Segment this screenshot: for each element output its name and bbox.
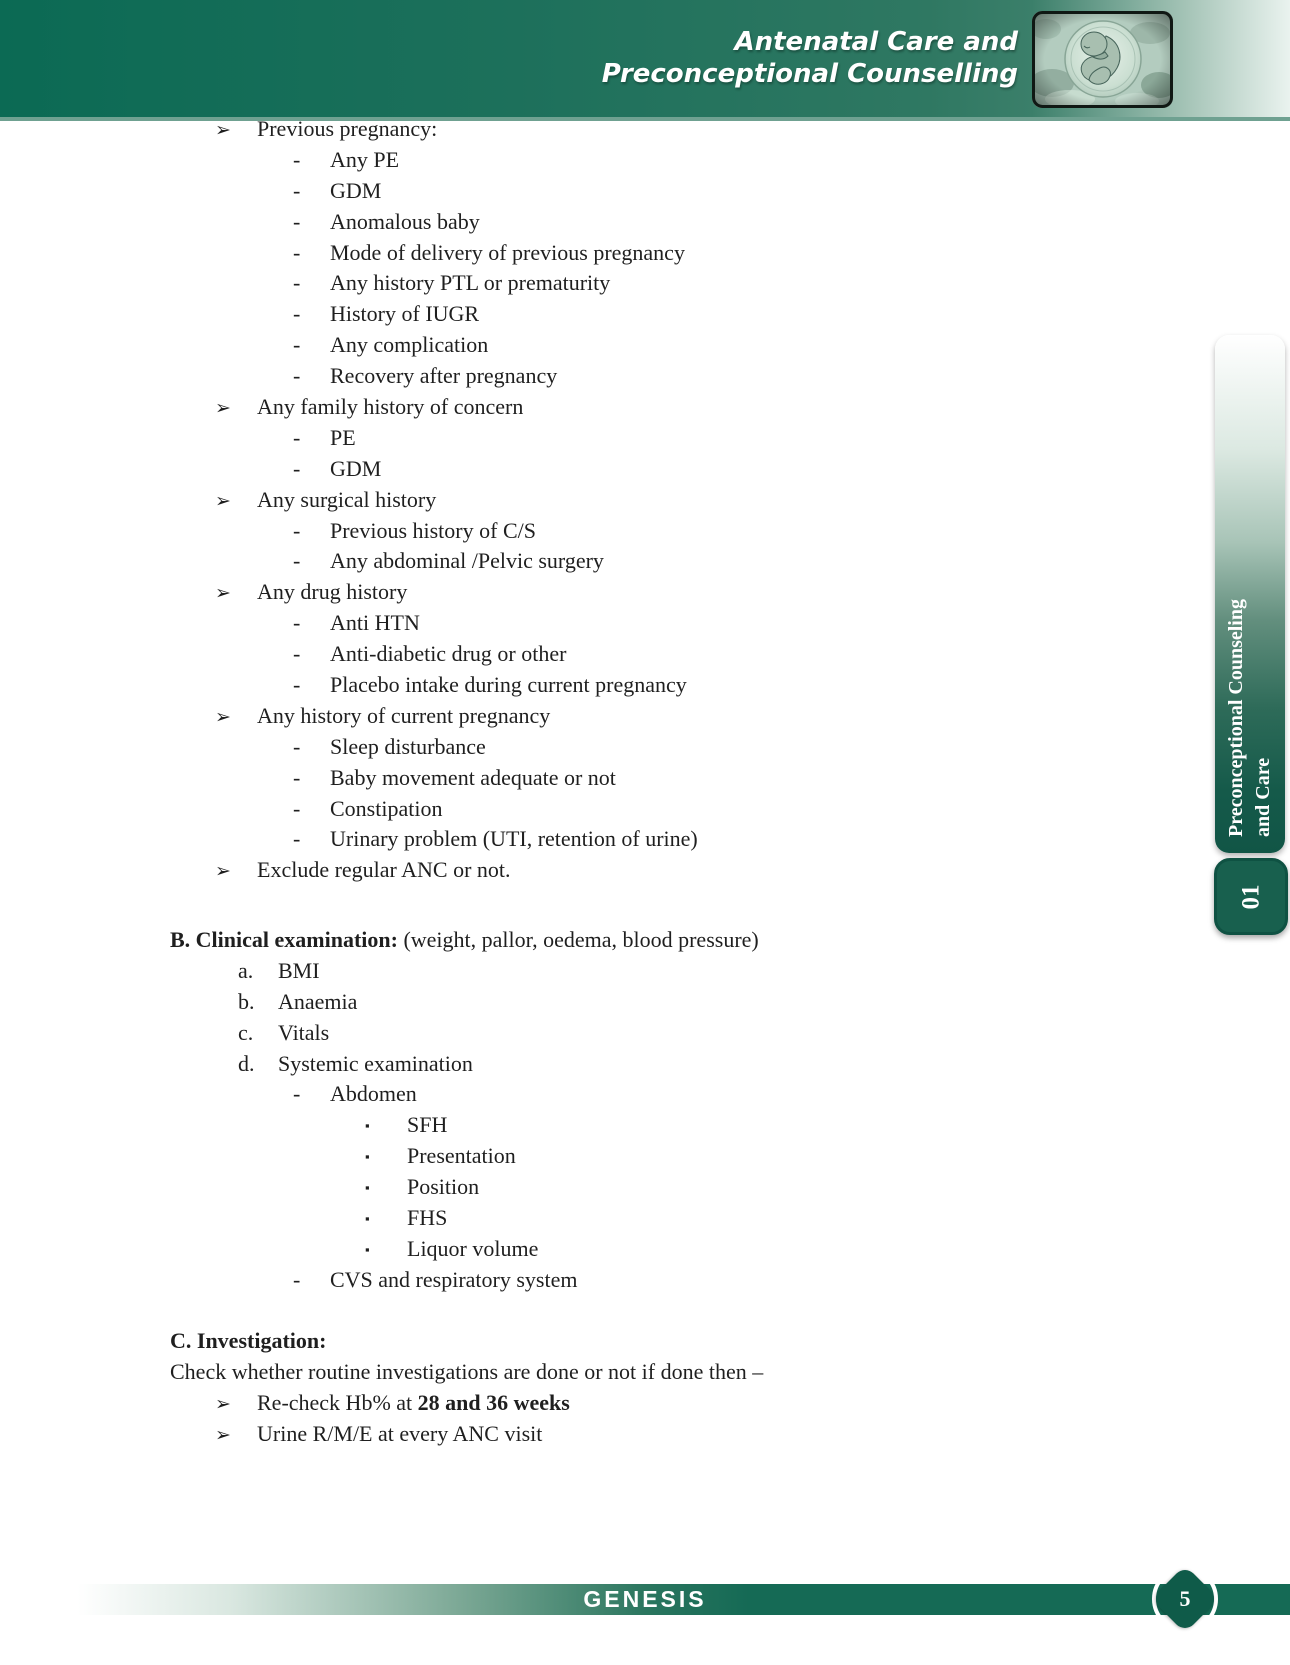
arrow-bullet-icon: ➢ [215,583,231,605]
list-item [0,114,1200,145]
list-item [0,330,1200,361]
list-item-text: Position [407,1174,480,1200]
dash-bullet: - [293,672,301,698]
dash-bullet: - [293,641,301,667]
arrow-bullet-icon: ➢ [215,1424,231,1446]
list-item-text: Exclude regular ANC or not. [257,857,511,883]
list-item-text: Any complication [330,332,489,358]
section-heading-note: (weight, pallor, oedema, blood pressure) [397,927,759,952]
investigation-section [0,1326,1200,1450]
list-item-text: Previous history of C/S [330,517,536,543]
arrow-bullet-icon: ➢ [215,706,231,728]
list-item [0,1234,1200,1265]
dash-bullet: - [293,363,301,389]
list-item [0,207,1200,238]
list-item [0,639,1200,670]
section-intro [0,1357,1200,1388]
dash-bullet: - [293,455,301,481]
footer-band [0,1584,1290,1615]
list-item [0,485,1200,516]
list-item [0,516,1200,547]
dash-bullet: - [293,1081,301,1107]
list-item [0,299,1200,330]
list-item-text: Mode of delivery of previous pregnancy [330,239,685,265]
list-item-text: Anti HTN [330,610,420,636]
section-heading-text: C. Investigation: [170,1328,327,1353]
list-item [0,577,1200,608]
list-item-text: Anomalous baby [330,208,480,234]
chapter-number: 01 [1237,884,1264,909]
arrow-bullet-icon: ➢ [215,398,231,420]
list-item-text: CVS and respiratory system [330,1266,578,1292]
chapter-side-tab-line1: Preconceptional Counseling [1225,599,1247,837]
dash-bullet: - [293,239,301,265]
list-item-text: Re-check Hb% at [257,1389,418,1415]
arrow-bullet-icon: ➢ [215,120,231,141]
arrow-bullet-icon: ➢ [215,490,231,512]
list-item-text: Presentation [407,1143,516,1169]
page-number: 5 [1179,1586,1191,1611]
clinical-examination-section [0,925,1200,1296]
dash-bullet: - [293,826,301,852]
chapter-side-tab-label [1215,335,1285,853]
square-bullet-icon: ▪ [365,1118,370,1134]
chapter-side-tab [1215,335,1285,853]
list-item-text: Sleep disturbance [330,733,486,759]
section-heading-bold: B. Clinical examination: [170,927,398,952]
list-item [0,1079,1200,1110]
section-heading [0,925,1200,956]
section-heading [0,1326,1200,1357]
letter-label: a. [238,957,254,983]
list-item-text: Recovery after pregnancy [330,363,558,389]
arrow-bullet-icon: ➢ [215,1393,231,1415]
history-list [0,114,1200,886]
header-band [0,0,1290,121]
list-item-text: Previous pregnancy: [257,116,438,141]
lettered-item [0,987,1200,1018]
lettered-item-text: BMI [278,957,320,983]
dash-bullet: - [293,208,301,234]
list-item-text: Any history of current pregnancy [257,702,551,728]
dash-bullet: - [293,548,301,574]
list-item-text: Placebo intake during current pregnancy [330,672,687,698]
dash-bullet: - [293,270,301,296]
list-item [0,145,1200,176]
list-item [0,1110,1200,1141]
list-item-text: GDM [330,455,382,481]
square-bullet-icon: ▪ [365,1180,370,1196]
list-item-text: History of IUGR [330,301,480,327]
dash-bullet: - [293,146,301,172]
dash-bullet: - [293,1266,301,1292]
list-item-text: Any drug history [257,579,408,605]
section-intro-text: Check whether routine investigations are done or not if done then – [170,1358,764,1384]
page-title-line2: Preconceptional Counselling [601,59,1018,89]
list-item [0,423,1200,454]
list-item [0,824,1200,855]
square-bullet-icon: ▪ [365,1211,370,1227]
arrow-bullet-icon: ➢ [215,861,231,883]
dash-bullet: - [293,764,301,790]
list-item-text: GDM [330,177,382,203]
page-title [602,26,1018,90]
list-item [0,392,1200,423]
list-item [0,238,1200,269]
list-item [0,546,1200,577]
list-item-text: Abdomen [330,1081,417,1107]
lettered-item [0,1049,1200,1080]
list-item [0,608,1200,639]
list-item [0,855,1200,886]
list-item-text-bold: 28 and 36 weeks [417,1389,570,1415]
dash-bullet: - [293,610,301,636]
list-item [0,670,1200,701]
lettered-item [0,1018,1200,1049]
list-item [0,1388,1200,1419]
square-bullet-icon: ▪ [365,1149,370,1165]
dash-bullet: - [293,177,301,203]
list-item-text: Any abdominal /Pelvic surgery [330,548,604,574]
list-item [0,268,1200,299]
lettered-item-text: Systemic examination [278,1050,473,1076]
list-item [0,1141,1200,1172]
brand-logo: GENESIS [583,1586,707,1612]
fetus-illustration [1032,11,1173,108]
list-item-text: FHS [407,1205,448,1231]
list-item [0,1203,1200,1234]
list-item-text: Urinary problem (UTI, retention of urine) [330,826,698,852]
list-item [0,454,1200,485]
list-item [0,361,1200,392]
list-item [0,1419,1200,1450]
dash-bullet: - [293,301,301,327]
dash-bullet: - [293,332,301,358]
dash-bullet: - [293,795,301,821]
list-item-text: Any family history of concern [257,394,524,420]
list-item [0,732,1200,763]
chapter-number-tab [1214,858,1288,935]
chapter-side-tab-line2: and Care [1252,757,1274,837]
list-item [0,1265,1200,1296]
letter-label: b. [238,988,255,1014]
lettered-item-text: Vitals [278,1019,330,1045]
letter-label: c. [238,1019,254,1045]
list-item-text: Anti-diabetic drug or other [330,641,567,667]
list-item [0,794,1200,825]
list-item-text: Constipation [330,795,443,821]
letter-label: d. [238,1050,255,1076]
list-item-text: Any history PTL or prematurity [330,270,611,296]
fetus-image [1032,11,1173,108]
lettered-item-text: Anaemia [278,988,358,1014]
square-bullet-icon: ▪ [365,1241,370,1257]
list-item-text: Urine R/M/E at every ANC visit [257,1420,543,1446]
list-item [0,1172,1200,1203]
list-item-text: Any surgical history [257,486,437,512]
list-item-text: Liquor volume [407,1235,539,1261]
list-item [0,763,1200,794]
dash-bullet: - [293,517,301,543]
list-item-text: SFH [407,1112,448,1138]
lettered-item [0,956,1200,987]
list-item [0,701,1200,732]
dash-bullet: - [293,424,301,450]
list-item-text: Any PE [330,146,400,172]
list-item-text: Baby movement adequate or not [330,764,616,790]
page-title-line1: Antenatal Care and [734,27,1018,57]
list-item-text: PE [330,424,356,450]
list-item [0,176,1200,207]
dash-bullet: - [293,733,301,759]
